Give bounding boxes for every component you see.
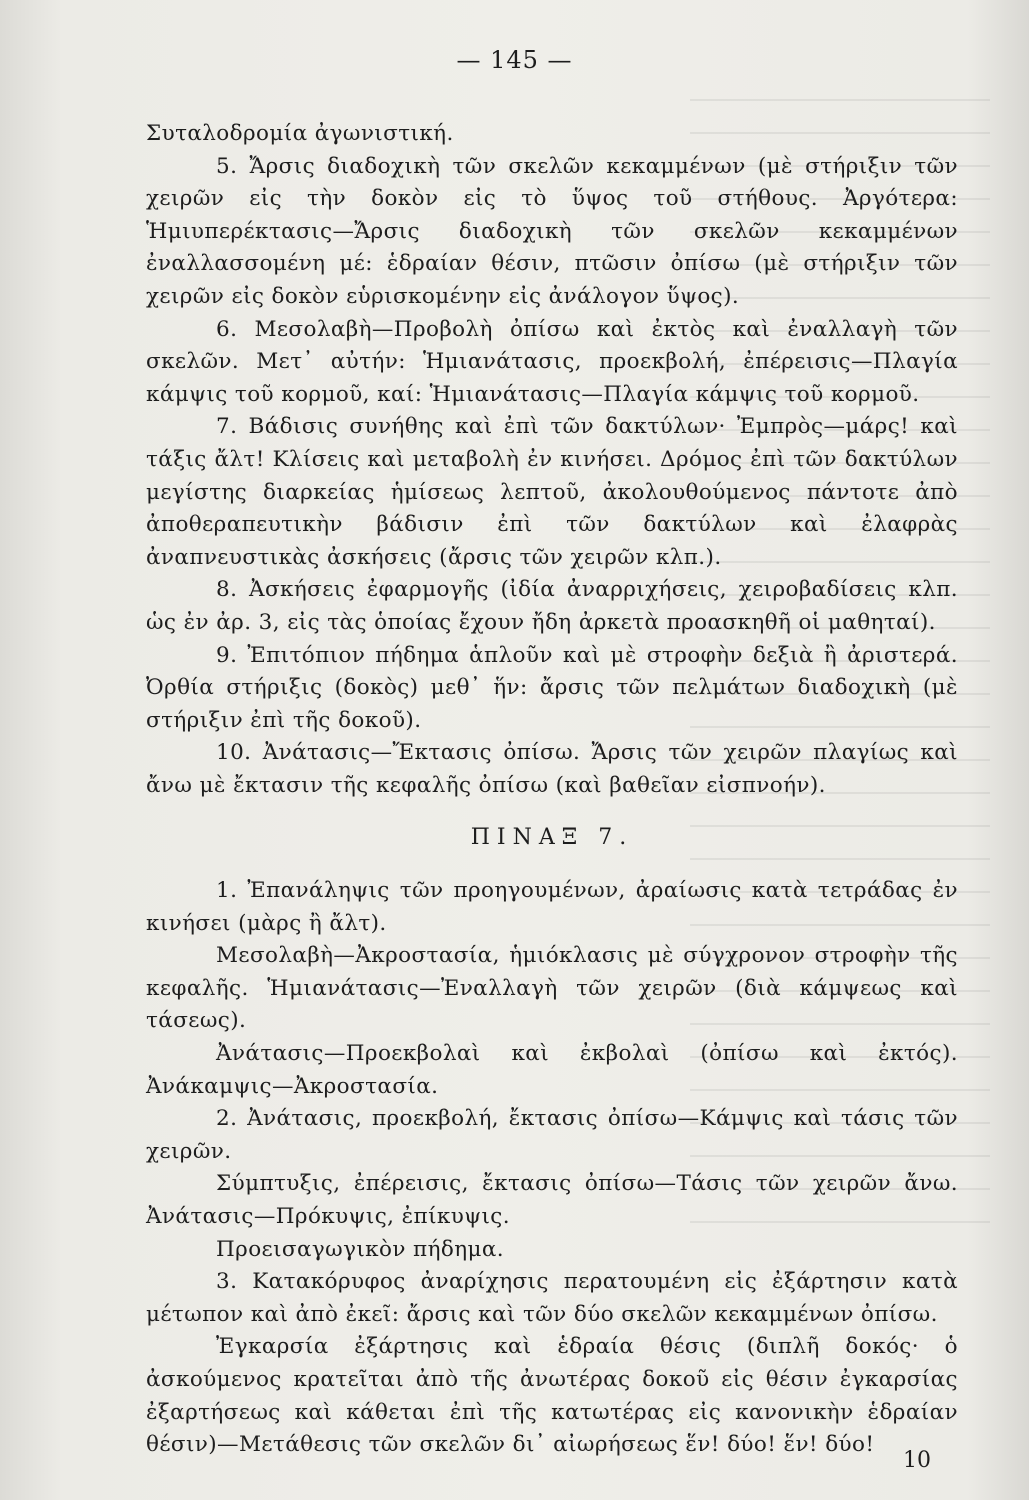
paragraph: Ἀνάτασις—Προεκβολαὶ καὶ ἐκβολαὶ (ὀπίσω καὶ ἐκτός). Ἀνάκαμψις—Ἀκροστασία. bbox=[146, 1041, 958, 1099]
page-number: — 145 — bbox=[456, 46, 573, 74]
paragraph: 2. Ἀνάτασις, προεκβολή, ἔκτασις ὀπίσω—Κάμψις καὶ τάσις τῶν χειρῶν. bbox=[146, 1106, 958, 1164]
paragraph: Μεσολαβὴ—Ἀκροστασία, ἡμιόκλασις μὲ σύγχρονον στροφὴν τῆς κεφαλῆς. Ἡμιανάτασις—Ἐναλλαγὴ τῶν χειρῶν (διὰ κάμψεως καὶ τάσεως). bbox=[146, 943, 958, 1034]
section-table-7 bbox=[146, 875, 958, 1462]
paragraph: 6. Μεσολαβὴ—Προβολὴ ὀπίσω καὶ ἐκτὸς καὶ ἐναλλαγὴ τῶν σκελῶν. Μετ᾽ αὐτήν: Ἡμιανάτασις, προεκβολή, ἐπέρεισις—Πλαγία κάμψις τοῦ κορμοῦ, καί: Ἡμιανάτασις—Πλαγία κάμψις τοῦ κορμοῦ. bbox=[146, 316, 958, 407]
paragraph: 8. Ἀσκήσεις ἐφαρμογῆς (ἰδία ἀναρριχήσεις, χειροβαδίσεις κλπ. ὡς ἐν ἀρ. 3, εἰς τὰς ὁποίας ἔχουν ἤδη ἀρκετὰ προασκηθῆ οἱ μαθηταί). bbox=[146, 577, 958, 635]
paragraph: 1. Ἐπανάληψις τῶν προηγουμένων, ἀραίωσις κατὰ τετράδας ἐν κινήσει (μὰρς ἢ ἄλτ). bbox=[146, 878, 958, 936]
paragraph: 5. Ἄρσις διαδοχικὴ τῶν σκελῶν κεκαμμένων (μὲ στήριξιν τῶν χειρῶν εἰς τὴν δοκὸν εἰς τὸ ὕψος τοῦ στήθους. Ἀργότερα: Ἡμιυπερέκτασις—Ἄρσις διαδοχικὴ τῶν σκελῶν κεκαμμένων ἐναλλασσομένη μέ: ἑδραίαν θέσιν, πτῶσιν ὀπίσω (μὲ στήριξιν τῶν χειρῶν εἰς δοκὸν εὑρισκομένην εἰς ἀνάλογον ὕψος). bbox=[146, 153, 958, 309]
paragraph: Σύμπτυξις, ἐπέρεισις, ἔκτασις ὀπίσω—Τάσις τῶν χειρῶν ἄνω. Ἀνάτασις—Πρόκυψις, ἐπίκυψις. bbox=[146, 1171, 958, 1229]
paragraph: Συταλοδρομία ἀγωνιστική. bbox=[146, 121, 454, 146]
section-exercises bbox=[146, 118, 958, 802]
paragraph: 10. Ἀνάτασις—Ἔκτασις ὀπίσω. Ἄρσις τῶν χειρῶν πλαγίως καὶ ἄνω μὲ ἔκτασιν τῆς κεφαλῆς ὀπίσω (καὶ βαθεῖαν εἰσπνοήν). bbox=[146, 740, 958, 798]
body-text bbox=[146, 118, 958, 1462]
paragraph: Προεισαγωγικὸν πήδημα. bbox=[216, 1236, 505, 1262]
signature-number: 10 bbox=[903, 1448, 931, 1473]
paragraph: 9. Ἐπιτόπιον πήδημα ἁπλοῦν καὶ μὲ στροφὴν δεξιὰ ἢ ἀριστερά. Ὀρθία στήριξις (δοκὸς) μεθ᾽ ἥν: ἄρσις τῶν πελμάτων διαδοχικὴ (μὲ στήριξιν ἐπὶ τῆς δοκοῦ). bbox=[146, 642, 958, 733]
table-heading: ΠΙΝΑΞ 7. bbox=[470, 825, 634, 851]
paragraph: Ἐγκαρσία ἐξάρτησις καὶ ἑδραία θέσις (διπλῆ δοκός· ὁ ἀσκούμενος κρατεῖται ἀπὸ τῆς ἀνωτέρας δοκοῦ εἰς θέσιν ἐγκαρσίας ἐξαρτήσεως καὶ κάθεται ἐπὶ τῆς κατωτέρας εἰς κανονικὴν ἑδραίαν θέσιν)—Μετάθεσις τῶν σκελῶν δι᾽ αἰωρήσεως ἕν! δύο! ἕν! δύο! bbox=[146, 1334, 958, 1458]
paragraph: 3. Κατακόρυφος ἀναρίχησις περατουμένη εἰς ἐξάρτησιν κατὰ μέτωπον καὶ ἀπὸ ἐκεῖ: ἄρσις καὶ τῶν δύο σκελῶν κεκαμμένων ὀπίσω. bbox=[146, 1269, 958, 1327]
paragraph: 7. Βάδισις συνήθης καὶ ἐπὶ τῶν δακτύλων· Ἐμπρὸς—μάρς! καὶ τάξις ἄλτ! Κλίσεις καὶ μεταβολὴ ἐν κινήσει. Δρόμος ἐπὶ τῶν δακτύλων μεγίστης διαρκείας ἡμίσεως λεπτοῦ, ἀκολουθούμενος πάντοτε ἀπὸ ἀποθεραπευτικὴν βάδισιν ἐπὶ τῶν δακτύλων καὶ ἐλαφρὰς ἀναπνευστικὰς ἀσκήσεις (ἄρσις τῶν χειρῶν κλπ.). bbox=[146, 414, 958, 570]
